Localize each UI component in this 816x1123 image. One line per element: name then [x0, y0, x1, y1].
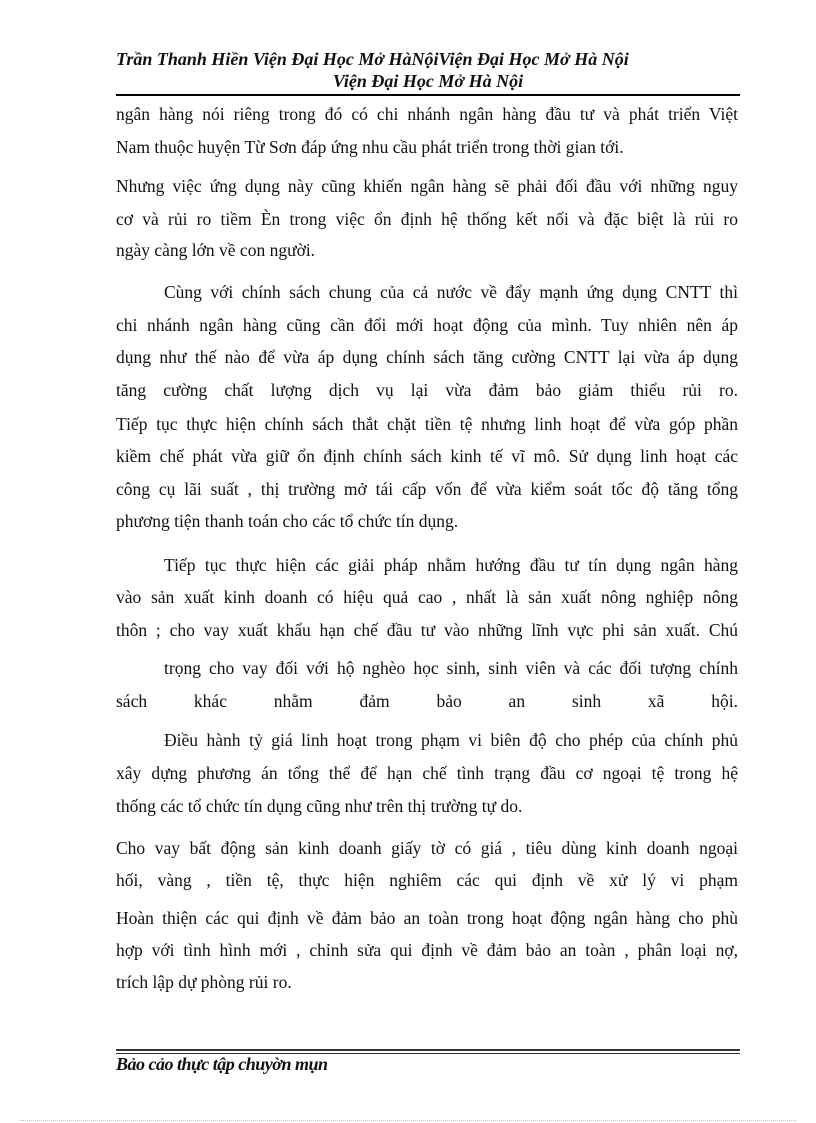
- header-line-2: Viện Đại Học Mở Hà Nội: [332, 71, 524, 91]
- body-line: vào sản xuất kinh doanh có hiệu quả cao , nhất là sản xuất nông nghiệp nông: [116, 587, 738, 607]
- header-line-1: Trần Thanh Hiền Viện Đại Học Mở HàNộiViện Đại Học Mở Hà Nội: [116, 49, 629, 69]
- body-line: trích lập dự phòng rủi ro.: [116, 972, 292, 992]
- body-line: Tiếp tục thực hiện chính sách thắt chặt tiền tệ nhưng linh hoạt để vừa góp phần: [116, 414, 738, 434]
- body-line: trọng cho vay đối với hộ nghèo học sinh, sinh viên và các đối tượng chính: [164, 658, 738, 678]
- body-line: tăng cường chất lượng dịch vụ lại vừa đảm bảo giảm thiểu rủi ro.: [116, 380, 738, 400]
- body-line: chi nhánh ngân hàng cũng cần đổi mới hoạt động của mình. Tuy nhiên nên áp: [116, 315, 738, 335]
- body-line: hối, vàng , tiền tệ, thực hiện nghiêm các qui định về xử lý vi phạm: [116, 870, 738, 890]
- body-line: dụng như thế nào để vừa áp dụng chính sách tăng cường CNTT lại vừa áp dụng: [116, 347, 738, 367]
- body-line: phương tiện thanh toán cho các tổ chức tín dụng.: [116, 511, 459, 531]
- body-line: Nam thuộc huyện Từ Sơn đáp ứng nhu cầu phát triển trong thời gian tới.: [116, 137, 624, 157]
- body-line: xây dựng phương án tổng thể để hạn chế tình trạng đầu cơ ngoại tệ trong hệ: [116, 763, 738, 783]
- body-line: Cho vay bất động sản kinh doanh giấy tờ có giá , tiêu dùng kinh doanh ngoại: [116, 838, 738, 858]
- body-line: Điều hành tỷ giá linh hoạt trong phạm vi biên độ cho phép của chính phủ: [164, 730, 738, 750]
- body-line: kiềm chế phát vừa giữ ổn định chính sách kinh tế vĩ mô. Sử dụng linh hoạt các: [116, 446, 738, 466]
- body-line: cơ và rủi ro tiềm Èn trong việc ổn định hệ thống kết nối và đặc biệt là rủi ro: [116, 209, 738, 229]
- body-line: Cùng với chính sách chung của cả nước về đẩy mạnh ứng dụng CNTT thì: [164, 282, 738, 302]
- body-line: sách khác nhằm đảm bảo an sinh xã hội.: [116, 691, 738, 711]
- body-line: công cụ lãi suất , thị trường mở tái cấp vốn để vừa kiểm soát tốc độ tăng tổng: [116, 479, 738, 499]
- body-line: thống các tổ chức tín dụng cũng như trên thị trường tự do.: [116, 796, 523, 816]
- body-line: ngân hàng nói riêng trong đó có chi nhánh ngân hàng đầu tư và phát triển Việt: [116, 104, 738, 124]
- body-line: Tiếp tục thực hiện các giải pháp nhằm hướng đầu tư tín dụng ngân hàng: [164, 555, 738, 575]
- header-rule: [116, 94, 740, 96]
- body-line: Nhưng việc ứng dụng này cũng khiến ngân hàng sẽ phải đối đầu với những nguy: [116, 176, 738, 196]
- body-line: hợp với tình hình mới , chỉnh sửa qui định về đảm bảo an toàn , phân loại nợ,: [116, 940, 738, 960]
- body-line: ngày càng lớn về con người.: [116, 240, 316, 260]
- body-line: Hoàn thiện các qui định về đảm bảo an toàn trong hoạt động ngân hàng cho phù: [116, 908, 738, 928]
- footer-text: Bảo cảo thực tập chuyờn mụn: [116, 1054, 328, 1074]
- page-boundary: [20, 1120, 796, 1121]
- body-line: thôn ; cho vay xuất khẩu hạn chế đầu tư vào những lĩnh vực phi sản xuất. Chú: [116, 620, 738, 640]
